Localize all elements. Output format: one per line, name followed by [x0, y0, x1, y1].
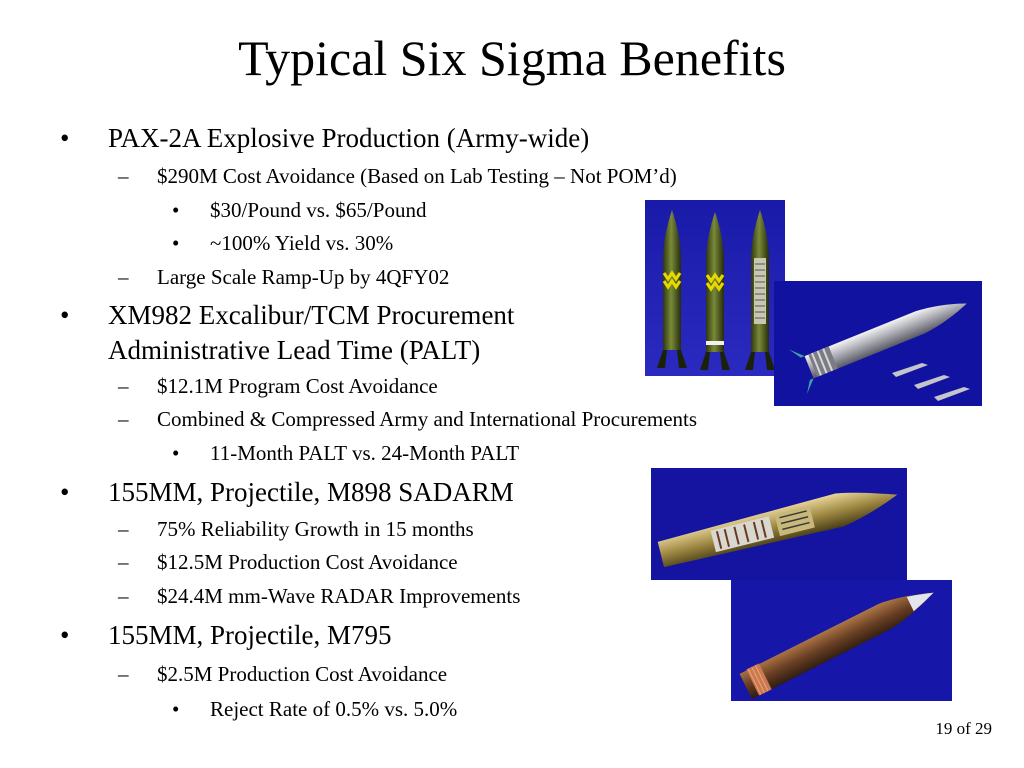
sub-sub-bullet-text: $30/Pound vs. $65/Pound	[210, 198, 427, 222]
sub-sub-bullet-text: Reject Rate of 0.5% vs. 5.0%	[210, 697, 458, 721]
dash-marker: –	[118, 584, 129, 608]
bullet-marker: •	[60, 123, 70, 153]
bullet-marker: •	[172, 231, 180, 255]
dash-marker: –	[118, 517, 129, 541]
sub-bullet-text: $12.1M Program Cost Avoidance	[157, 374, 438, 398]
sub-bullet-text: $290M Cost Avoidance (Based on Lab Testing – Not POM’d)	[157, 164, 677, 188]
bullet-marker: •	[172, 697, 180, 721]
slide-title: Typical Six Sigma Benefits	[238, 30, 786, 86]
sub-bullet-text: Combined & Compressed Army and International Procurements	[157, 407, 698, 431]
dash-marker: –	[118, 662, 129, 686]
bullet-text: Administrative Lead Time (PALT)	[108, 335, 481, 365]
page-number: 19 of 29	[935, 719, 992, 738]
sub-bullet-text: $24.4M mm-Wave RADAR Improvements	[157, 584, 521, 608]
bullet-text: XM982 Excalibur/TCM Procurement	[108, 300, 515, 330]
dash-marker: –	[118, 374, 129, 398]
sub-bullet-text: Large Scale Ramp-Up by 4QFY02	[157, 265, 450, 289]
sub-bullet-text: 75% Reliability Growth in 15 months	[157, 517, 474, 541]
bullet-marker: •	[60, 477, 70, 507]
bullet-text: PAX-2A Explosive Production (Army-wide)	[108, 123, 590, 153]
bullet-marker: •	[60, 300, 70, 330]
sub-sub-bullet-text: ~100% Yield vs. 30%	[210, 231, 394, 255]
sub-bullet-text: $12.5M Production Cost Avoidance	[157, 550, 458, 574]
excalibur-projectiles-photo	[645, 200, 785, 376]
dash-marker: –	[118, 407, 129, 431]
sub-sub-bullet-text: 11-Month PALT vs. 24-Month PALT	[210, 441, 520, 465]
bullet-text: 155MM, Projectile, M898 SADARM	[108, 477, 514, 507]
bullet-text: 155MM, Projectile, M795	[108, 620, 392, 650]
sadarm-projectile-photo	[651, 468, 907, 580]
bullet-marker: •	[60, 620, 70, 650]
dash-marker: –	[118, 550, 129, 574]
bullet-marker: •	[172, 198, 180, 222]
m795-projectile-photo	[731, 580, 952, 701]
dash-marker: –	[118, 164, 129, 188]
sub-bullet-text: $2.5M Production Cost Avoidance	[157, 662, 448, 686]
dash-marker: –	[118, 265, 129, 289]
bullet-marker: •	[172, 441, 180, 465]
tcm-projectile-photo	[774, 281, 982, 406]
